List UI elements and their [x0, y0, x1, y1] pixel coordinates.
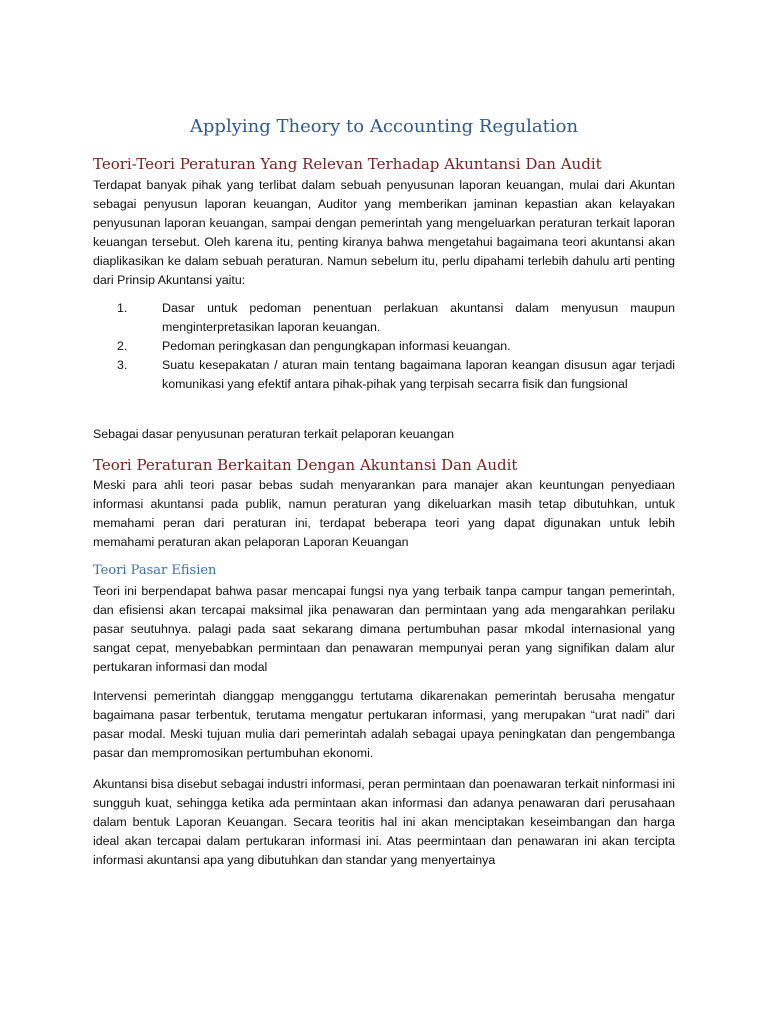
list-item-number: 1.	[117, 301, 128, 315]
list-item-text: Dasar untuk pedoman penentuan perlakuan akuntansi dalam menyusun maupun menginterpretasikan laporan keuangan.	[162, 301, 675, 334]
list-item-number: 2.	[117, 339, 128, 353]
closing-sentence: Sebagai dasar penyusunan peraturan terkait pelaporan keuangan	[93, 427, 454, 441]
section-intro-paragraph: Terdapat banyak pihak yang terlibat dalam sebuah penyusunan laporan keuangan, mulai dari Akuntan sebagai penyusun laporan keuangan, Auditor yang memberikan jaminan kepastian akan kelayakan penyusunan laporan keuangan, sampai dengan pemerintah yang mengeluarkan peraturan terkait laporan keuangan tersebut. Oleh karena itu, penting kiranya bahwa mengetahui bagaimana teori akuntansi akan diaplikasikan ke dalam sebuah peraturan. Namun sebelum itu, perlu dipahami terlebih dahulu arti penting dari Prinsip Akuntansi yaitu:	[93, 178, 675, 287]
body-paragraph: Akuntansi bisa disebut sebagai industri informasi, peran permintaan dan poenawaran terkait ninformasi ini sungguh kuat, sehingga ketika ada permintaan akan informasi dan adanya penawaran dari perusahaan dalam bentuk Laporan Keuangan. Secara teoritis hal ini akan menciptakan keseimbangan dan harga ideal akan tercapai dalam pertukaran informasi ini. Atas peermintaan dan penawaran ini akan tercipta informasi akuntansi apa yang dibutuhkan dan standar yang menyertainya	[93, 777, 675, 867]
list-item	[93, 356, 675, 394]
list-item	[93, 299, 675, 337]
list-item-text: Suatu kesepakatan / aturan main tentang bagaimana laporan keangan disusun agar terjadi komunikasi yang efektif antara pihak-pihak yang terpisah secarra fisik dan fungsional	[162, 358, 675, 391]
list-item	[93, 337, 675, 356]
list-item-number: 3.	[117, 358, 128, 372]
body-paragraph: Teori ini berpendapat bahwa pasar mencapai fungsi nya yang terbaik tanpa campur tangan pemerintah, dan efisiensi akan tercapai maksimal jika penawaran dan permintaan yang ada mengarahkan perilaku pasar seutuhnya. palagi pada saat sekarang dimana pertumbuhan pasar mkodal internasional yang sangat cepat, menyebabkan permintaan dan penawaran mempunyai peran yang signifikan dalam alur pertukaran informasi dan modal	[93, 584, 675, 674]
body-paragraph: Intervensi pemerintah dianggap mengganggu tertutama dikarenakan pemerintah berusaha mengatur bagaimana pasar terbentuk, terutama mengatur pertukaran informasi, yang merupakan “urat nadi” dari pasar modal. Meski tujuan mulia dari pemerintah adalah sebagai upaya peningkatan dan pengembanga pasar dan mempromosikan pertumbuhan ekonomi.	[93, 689, 675, 760]
subsection-heading-efficient-market: Teori Pasar Efisien	[93, 563, 217, 578]
accounting-principles-list	[93, 299, 675, 394]
list-item-text: Pedoman peringkasan dan pengungkapan informasi keuangan.	[162, 339, 511, 353]
section-intro-paragraph: Meski para ahli teori pasar bebas sudah menyarankan para manajer akan keuntungan penyediaan informasi akuntansi pada publik, namun peraturan yang dikeluarkan masih tetap dibutuhkan, untuk memahami peran dari peraturan ini, terdapat beberapa teori yang dapat digunakan untuk lebih memahami peraturan akan pelaporan Laporan Keuangan	[93, 478, 675, 549]
section-heading-regulation-theories: Teori-Teori Peraturan Yang Relevan Terhadap Akuntansi Dan Audit	[93, 155, 602, 173]
document-title: Applying Theory to Accounting Regulation	[189, 116, 579, 137]
section-heading-regulation-audit: Teori Peraturan Berkaitan Dengan Akuntansi Dan Audit	[93, 456, 518, 474]
